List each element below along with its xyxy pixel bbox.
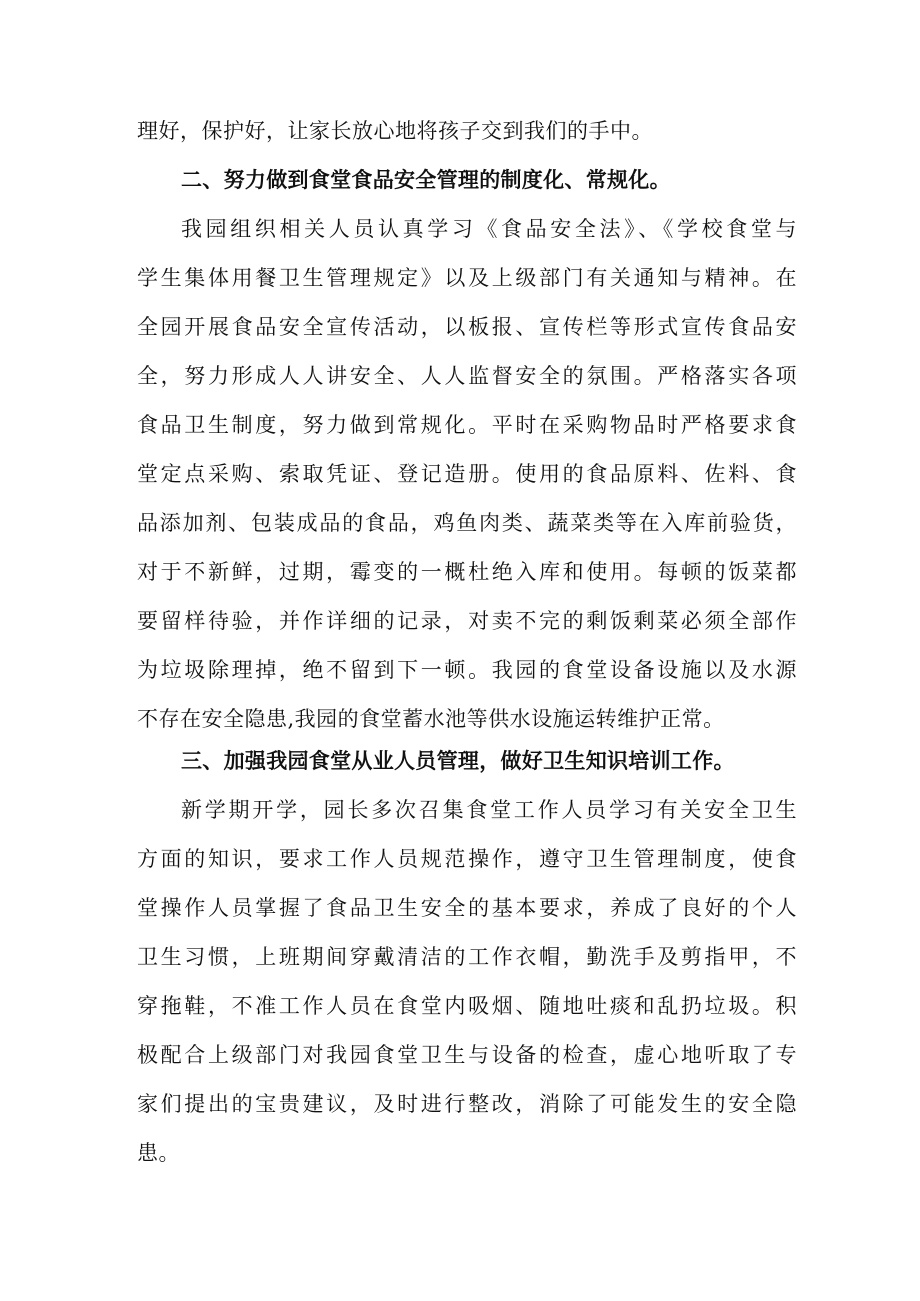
paragraph-line: 食品卫生制度，努力做到常规化。平时在采购物品时严格要求食	[137, 413, 797, 437]
paragraph-line: 我园组织相关人员认真学习《食品安全法》、《学校食堂与	[181, 217, 797, 241]
paragraph-line: 品添加剂、包装成品的食品，鸡鱼肉类、蔬菜类等在入库前验货，	[137, 511, 797, 535]
paragraph-line: 新学期开学，园长多次召集食堂工作人员学习有关安全卫生	[181, 798, 797, 822]
paragraph-line: 堂操作人员掌握了食品卫生安全的基本要求，养成了良好的个人	[137, 896, 797, 920]
paragraph-staff-training	[137, 786, 797, 1178]
section-heading-3	[137, 737, 797, 786]
paragraph-line: 对于不新鲜，过期，霉变的一概杜绝入库和使用。每顿的饭菜都	[137, 560, 797, 584]
paragraph-line: 方面的知识，要求工作人员规范操作，遵守卫生管理制度，使食	[137, 847, 797, 871]
section-heading-2	[137, 156, 797, 205]
paragraph-line: 理好，保护好，让家长放心地将孩子交到我们的手中。	[137, 119, 653, 143]
paragraph-line: 穿拖鞋，不准工作人员在食堂内吸烟、随地吐痰和乱扔垃圾。积	[137, 994, 797, 1018]
paragraph-line: 卫生习惯，上班期间穿戴清洁的工作衣帽，勤洗手及剪指甲，不	[137, 945, 797, 969]
paragraph-line: 不存在安全隐患,我园的食堂蓄水池等供水设施运转维护正常。	[137, 707, 725, 731]
paragraph-line: 患。	[137, 1141, 180, 1165]
paragraph-line: 学生集体用餐卫生管理规定》以及上级部门有关通知与精神。在	[137, 266, 797, 290]
paragraph-continuation	[137, 107, 797, 156]
paragraph-line: 家们提出的宝贵建议，及时进行整改，消除了可能发生的安全隐	[137, 1092, 797, 1116]
paragraph-line: 要留样待验，并作详细的记录，对卖不完的剩饭剩菜必须全部作	[137, 609, 797, 633]
paragraph-line: 全园开展食品安全宣传活动，以板报、宣传栏等形式宣传食品安	[137, 315, 797, 339]
paragraph-line: 极配合上级部门对我园食堂卫生与设备的检查，虚心地听取了专	[137, 1043, 797, 1067]
paragraph-line: 全，努力形成人人讲安全、人人监督安全的氛围。严格落实各项	[137, 364, 797, 388]
paragraph-line: 为垃圾除理掉，绝不留到下一顿。我园的食堂设备设施以及水源	[137, 658, 797, 682]
paragraph-line: 堂定点采购、索取凭证、登记造册。使用的食品原料、佐料、食	[137, 462, 797, 486]
section-heading-text: 三、加强我园食堂从业人员管理，做好卫生知识培训工作。	[181, 749, 735, 773]
paragraph-food-safety-management	[137, 205, 797, 744]
section-heading-text: 二、努力做到食堂食品安全管理的制度化、常规化。	[181, 168, 671, 192]
